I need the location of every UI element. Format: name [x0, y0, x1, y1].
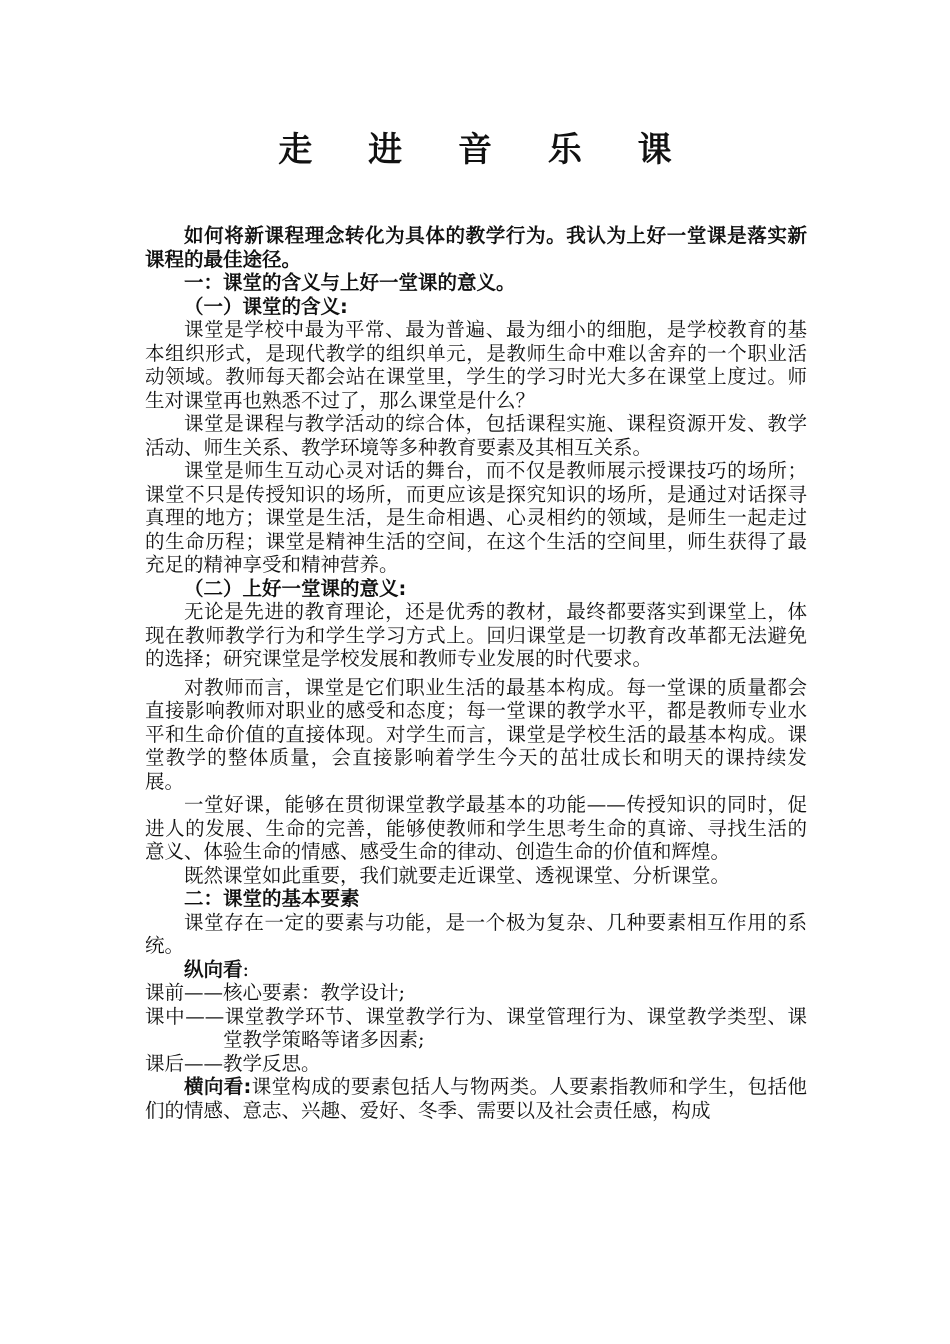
section1-sub1-heading: （一）课堂的含义:: [184, 294, 348, 318]
document-body: [145, 224, 807, 1122]
horizontal-view-label: 横向看:: [184, 1075, 252, 1098]
during-class-line: 课中——课堂教学环节、课堂教学行为、课堂管理行为、课堂教学类型、课堂教学策略等诸多因素;: [145, 1004, 807, 1051]
section1-sub2-heading: （二）上好一堂课的意义:: [184, 576, 407, 600]
section2-heading: 二：课堂的基本要素: [184, 887, 360, 910]
section1-sub2-paragraph-3: 一堂好课，能够在贯彻课堂教学最基本的功能——传授知识的同时，促进人的发展、生命的完善，能够使教师和学生思考生命的真谛、寻找生活的意义、体验生命的情感、感受生命的律动、创造生命的价值和辉煌。: [145, 793, 807, 863]
intro-paragraph: 如何将新课程理念转化为具体的教学行为。我认为上好一堂课是落实新课程的最佳途径。: [145, 224, 807, 271]
before-class-line: 课前——核心要素：教学设计;: [145, 981, 406, 1004]
section2-paragraph-1: 课堂存在一定的要素与功能，是一个极为复杂、几种要素相互作用的系统。: [145, 910, 807, 957]
vertical-view-colon: :: [242, 957, 250, 981]
section1-sub2-paragraph-1: 无论是先进的教育理论，还是优秀的教材，最终都要落实到课堂上，体现在教师教学行为和学生学习方式上。回归课堂是一切教育改革都无法避免的选择；研究课堂是学校发展和教师专业发展的时代要求。: [145, 600, 807, 670]
section1-sub2-paragraph-4: 既然课堂如此重要，我们就要走近课堂、透视课堂、分析课堂。: [184, 863, 731, 887]
document-title: 走 进 音 乐 课: [278, 130, 694, 170]
after-class-line: 课后——教学反思。: [145, 1051, 321, 1075]
vertical-view-label: 纵向看: [184, 957, 243, 981]
section1-sub1-paragraph-1: 课堂是学校中最为平常、最为普遍、最为细小的细胞，是学校教育的基本组织形式，是现代教学的组织单元，是教师生命中难以舍弃的一个职业活动领域。教师每天都会站在课堂里，学生的学习时光大多在课堂上度过。师生对课堂再也熟悉不过了，那么课堂是什么？: [145, 318, 807, 412]
section1-heading: 一：课堂的含义与上好一堂课的意义。: [184, 271, 516, 294]
horizontal-view-paragraph: [145, 1075, 807, 1122]
section1-sub2-paragraph-2: 对教师而言，课堂是它们职业生活的最基本构成。每一堂课的质量都会直接影响教师对职业的感受和态度；每一堂课的教学水平，都是教师专业水平和生命价值的直接体现。对学生而言，课堂是学校生活的最基本构成。课堂教学的整体质量，会直接影响着学生今天的茁壮成长和明天的课持续发展。: [145, 675, 807, 793]
vertical-view-line: [145, 958, 807, 982]
section1-sub1-paragraph-3: 课堂是师生互动心灵对话的舞台，而不仅是教师展示授课技巧的场所；课堂不只是传授知识的场所，而更应该是探究知识的场所，是通过对话探寻真理的地方；课堂是生活，是生命相遇、心灵相约的领域，是师生一起走过的生命历程；课堂是精神生活的空间，在这个生活的空间里，师生获得了最充足的精神享受和精神营养。: [145, 459, 807, 576]
section1-sub1-paragraph-2: 课堂是课程与教学活动的综合体，包括课程实施、课程资源开发、教学活动、师生关系、教学环境等多种教育要素及其相互关系。: [145, 412, 807, 459]
horizontal-view-text: 课堂构成的要素包括人与物两类。人要素指教师和学生，包括他们的情感、意志、兴趣、爱好、冬季、需要以及社会责任感，构成: [145, 1075, 807, 1122]
